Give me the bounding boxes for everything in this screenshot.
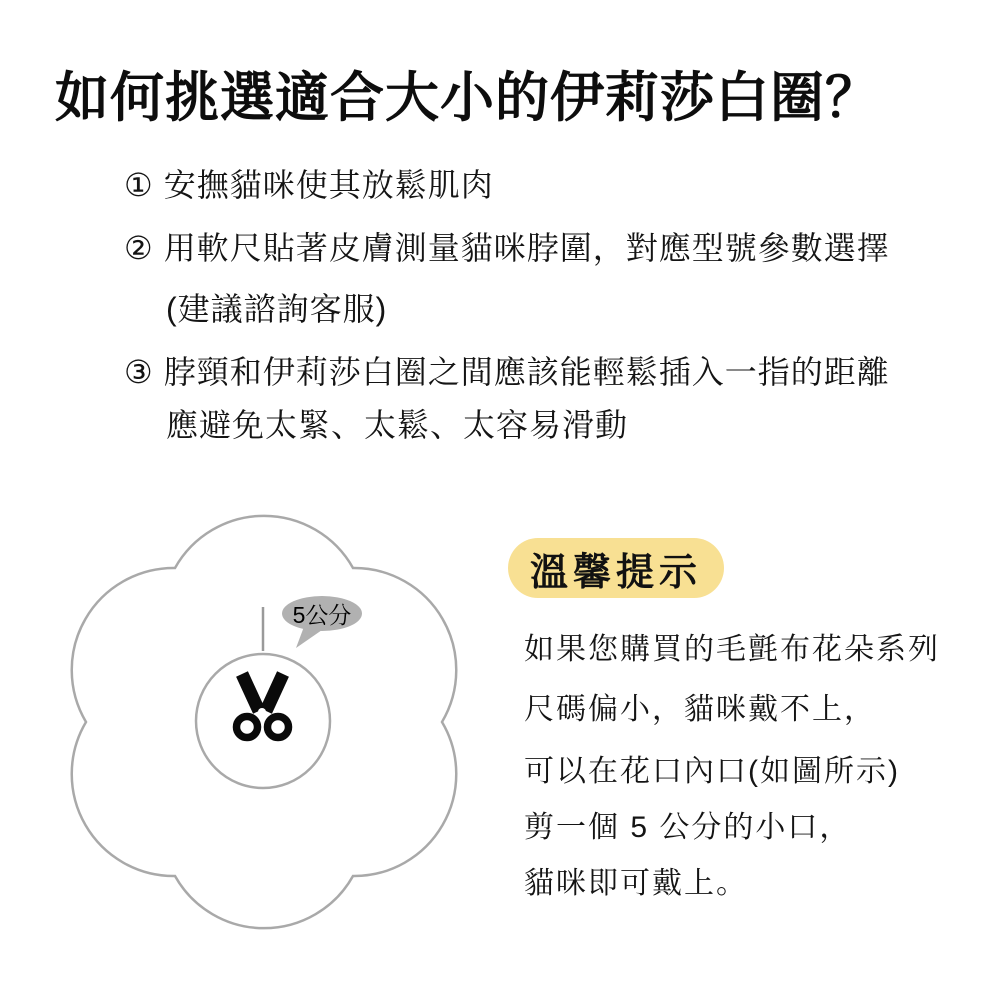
step-item-2 [124, 223, 890, 269]
step-item-3 [124, 347, 890, 393]
tips-text-line-5: 貓咪即可戴上。 [524, 867, 748, 900]
collar-diagram [40, 500, 480, 960]
tips-text-line-1: 如果您購買的毛氈布花朵系列 [524, 633, 940, 666]
step-text-1: 安撫貓咪使其放鬆肌肉 [163, 167, 494, 203]
tips-heading-label: 溫馨提示 [530, 551, 703, 594]
tips-text-line-3: 可以在花口內口(如圖所示) [524, 755, 900, 788]
step-text-2-continued: (建議諮詢客服) [166, 291, 388, 327]
measurement-bubble [282, 596, 362, 631]
step-item-1 [124, 160, 494, 206]
tips-text-line-2: 尺碼偏小，貓咪戴不上， [524, 693, 876, 726]
step-text-2: 用軟尺貼著皮膚測量貓咪脖圍，對應型號參數選擇 [163, 230, 890, 266]
page-title: 如何挑選適合大小的伊莉莎白圈？ [55, 68, 880, 128]
step-number-1: ① [124, 167, 154, 203]
tips-heading-badge [508, 538, 724, 598]
measurement-bubble-label: 5公分 [292, 602, 352, 628]
tips-text-line-4: 剪一個 5 公分的小口， [524, 811, 852, 844]
step-number-2: ② [124, 230, 154, 266]
neck-hole-outline [196, 654, 330, 788]
step-text-3-continued: 應避免太緊、太鬆、太容易滑動 [166, 407, 629, 443]
step-number-3: ③ [124, 354, 154, 390]
step-text-3: 脖頸和伊莉莎白圈之間應該能輕鬆插入一指的距離 [163, 354, 890, 390]
